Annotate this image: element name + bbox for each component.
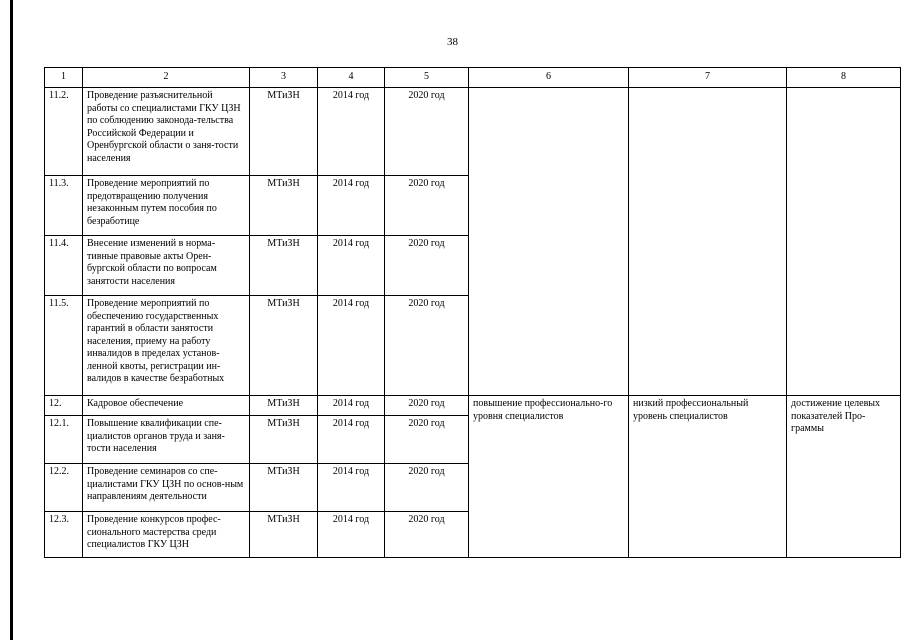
row-start-year: 2014 год: [318, 416, 385, 464]
row-number: 12.: [45, 396, 83, 416]
row-number: 12.1.: [45, 416, 83, 464]
header-cell: 5: [385, 68, 469, 88]
left-margin-bar: [10, 0, 13, 640]
row-start-year: 2014 год: [318, 396, 385, 416]
row-result: повышение профессионально-го уровня специалистов: [469, 396, 629, 558]
row-consequence: низкий профессиональный уровень специалистов: [629, 396, 787, 558]
row-executor: МТиЗН: [250, 464, 318, 512]
row-measure: Проведение мероприятий по обеспечению государственных гарантий в области занятости населения, приему на работу инвалидов в пределах установ-ленной квоты, регистрации ин-валидов в качестве безработных: [83, 296, 250, 396]
row-measure: Проведение семинаров со спе-циалистами ГКУ ЦЗН по основ-ным направлениям деятельности: [83, 464, 250, 512]
empty-cell-link-11: [787, 88, 901, 396]
row-executor: МТиЗН: [250, 88, 318, 176]
row-end-year: 2020 год: [385, 464, 469, 512]
header-cell: 2: [83, 68, 250, 88]
row-end-year: 2020 год: [385, 176, 469, 236]
row-number: 12.2.: [45, 464, 83, 512]
row-start-year: 2014 год: [318, 296, 385, 396]
row-start-year: 2014 год: [318, 464, 385, 512]
header-row: [45, 68, 901, 88]
row-measure: Повышение квалификации спе-циалистов органов труда и заня-тости населения: [83, 416, 250, 464]
row-start-year: 2014 год: [318, 236, 385, 296]
row-number: 11.5.: [45, 296, 83, 396]
row-executor: МТиЗН: [250, 296, 318, 396]
header-cell: 8: [787, 68, 901, 88]
empty-cell-consequence-11: [629, 88, 787, 396]
row-end-year: 2020 год: [385, 88, 469, 176]
row-executor: МТиЗН: [250, 396, 318, 416]
header-cell: 6: [469, 68, 629, 88]
row-end-year: 2020 год: [385, 512, 469, 558]
row-start-year: 2014 год: [318, 88, 385, 176]
row-end-year: 2020 год: [385, 236, 469, 296]
page-number: 38: [447, 36, 458, 48]
row-number: 11.4.: [45, 236, 83, 296]
row-end-year: 2020 год: [385, 416, 469, 464]
row-measure: Проведение мероприятий по предотвращению получения незаконным путем пособия по безработице: [83, 176, 250, 236]
row-executor: МТиЗН: [250, 176, 318, 236]
row-executor: МТиЗН: [250, 236, 318, 296]
row-number: 12.3.: [45, 512, 83, 558]
row-number: 11.3.: [45, 176, 83, 236]
row-executor: МТиЗН: [250, 512, 318, 558]
header-cell: 7: [629, 68, 787, 88]
row-measure: Проведение конкурсов профес-сионального мастерства среди специалистов ГКУ ЦЗН: [83, 512, 250, 558]
header-cell: 1: [45, 68, 83, 88]
table-row: [45, 396, 901, 416]
row-start-year: 2014 год: [318, 176, 385, 236]
row-end-year: 2020 год: [385, 296, 469, 396]
row-measure: Внесение изменений в норма-тивные правовые акты Орен-бургской области по вопросам занятости населения: [83, 236, 250, 296]
row-end-year: 2020 год: [385, 396, 469, 416]
row-measure: Проведение разъяснительной работы со специалистами ГКУ ЦЗН по соблюдению законода-тельства Российской Федерации и Оренбургской области о заня-тости населения: [83, 88, 250, 176]
header-cell: 4: [318, 68, 385, 88]
row-link: достижение целевых показателей Про-граммы: [787, 396, 901, 558]
row-number: 11.2.: [45, 88, 83, 176]
table-row: [45, 88, 901, 176]
measures-table: [44, 67, 901, 558]
empty-cell-result-11: [469, 88, 629, 396]
row-executor: МТиЗН: [250, 416, 318, 464]
row-measure: Кадровое обеспечение: [83, 396, 250, 416]
row-start-year: 2014 год: [318, 512, 385, 558]
header-cell: 3: [250, 68, 318, 88]
